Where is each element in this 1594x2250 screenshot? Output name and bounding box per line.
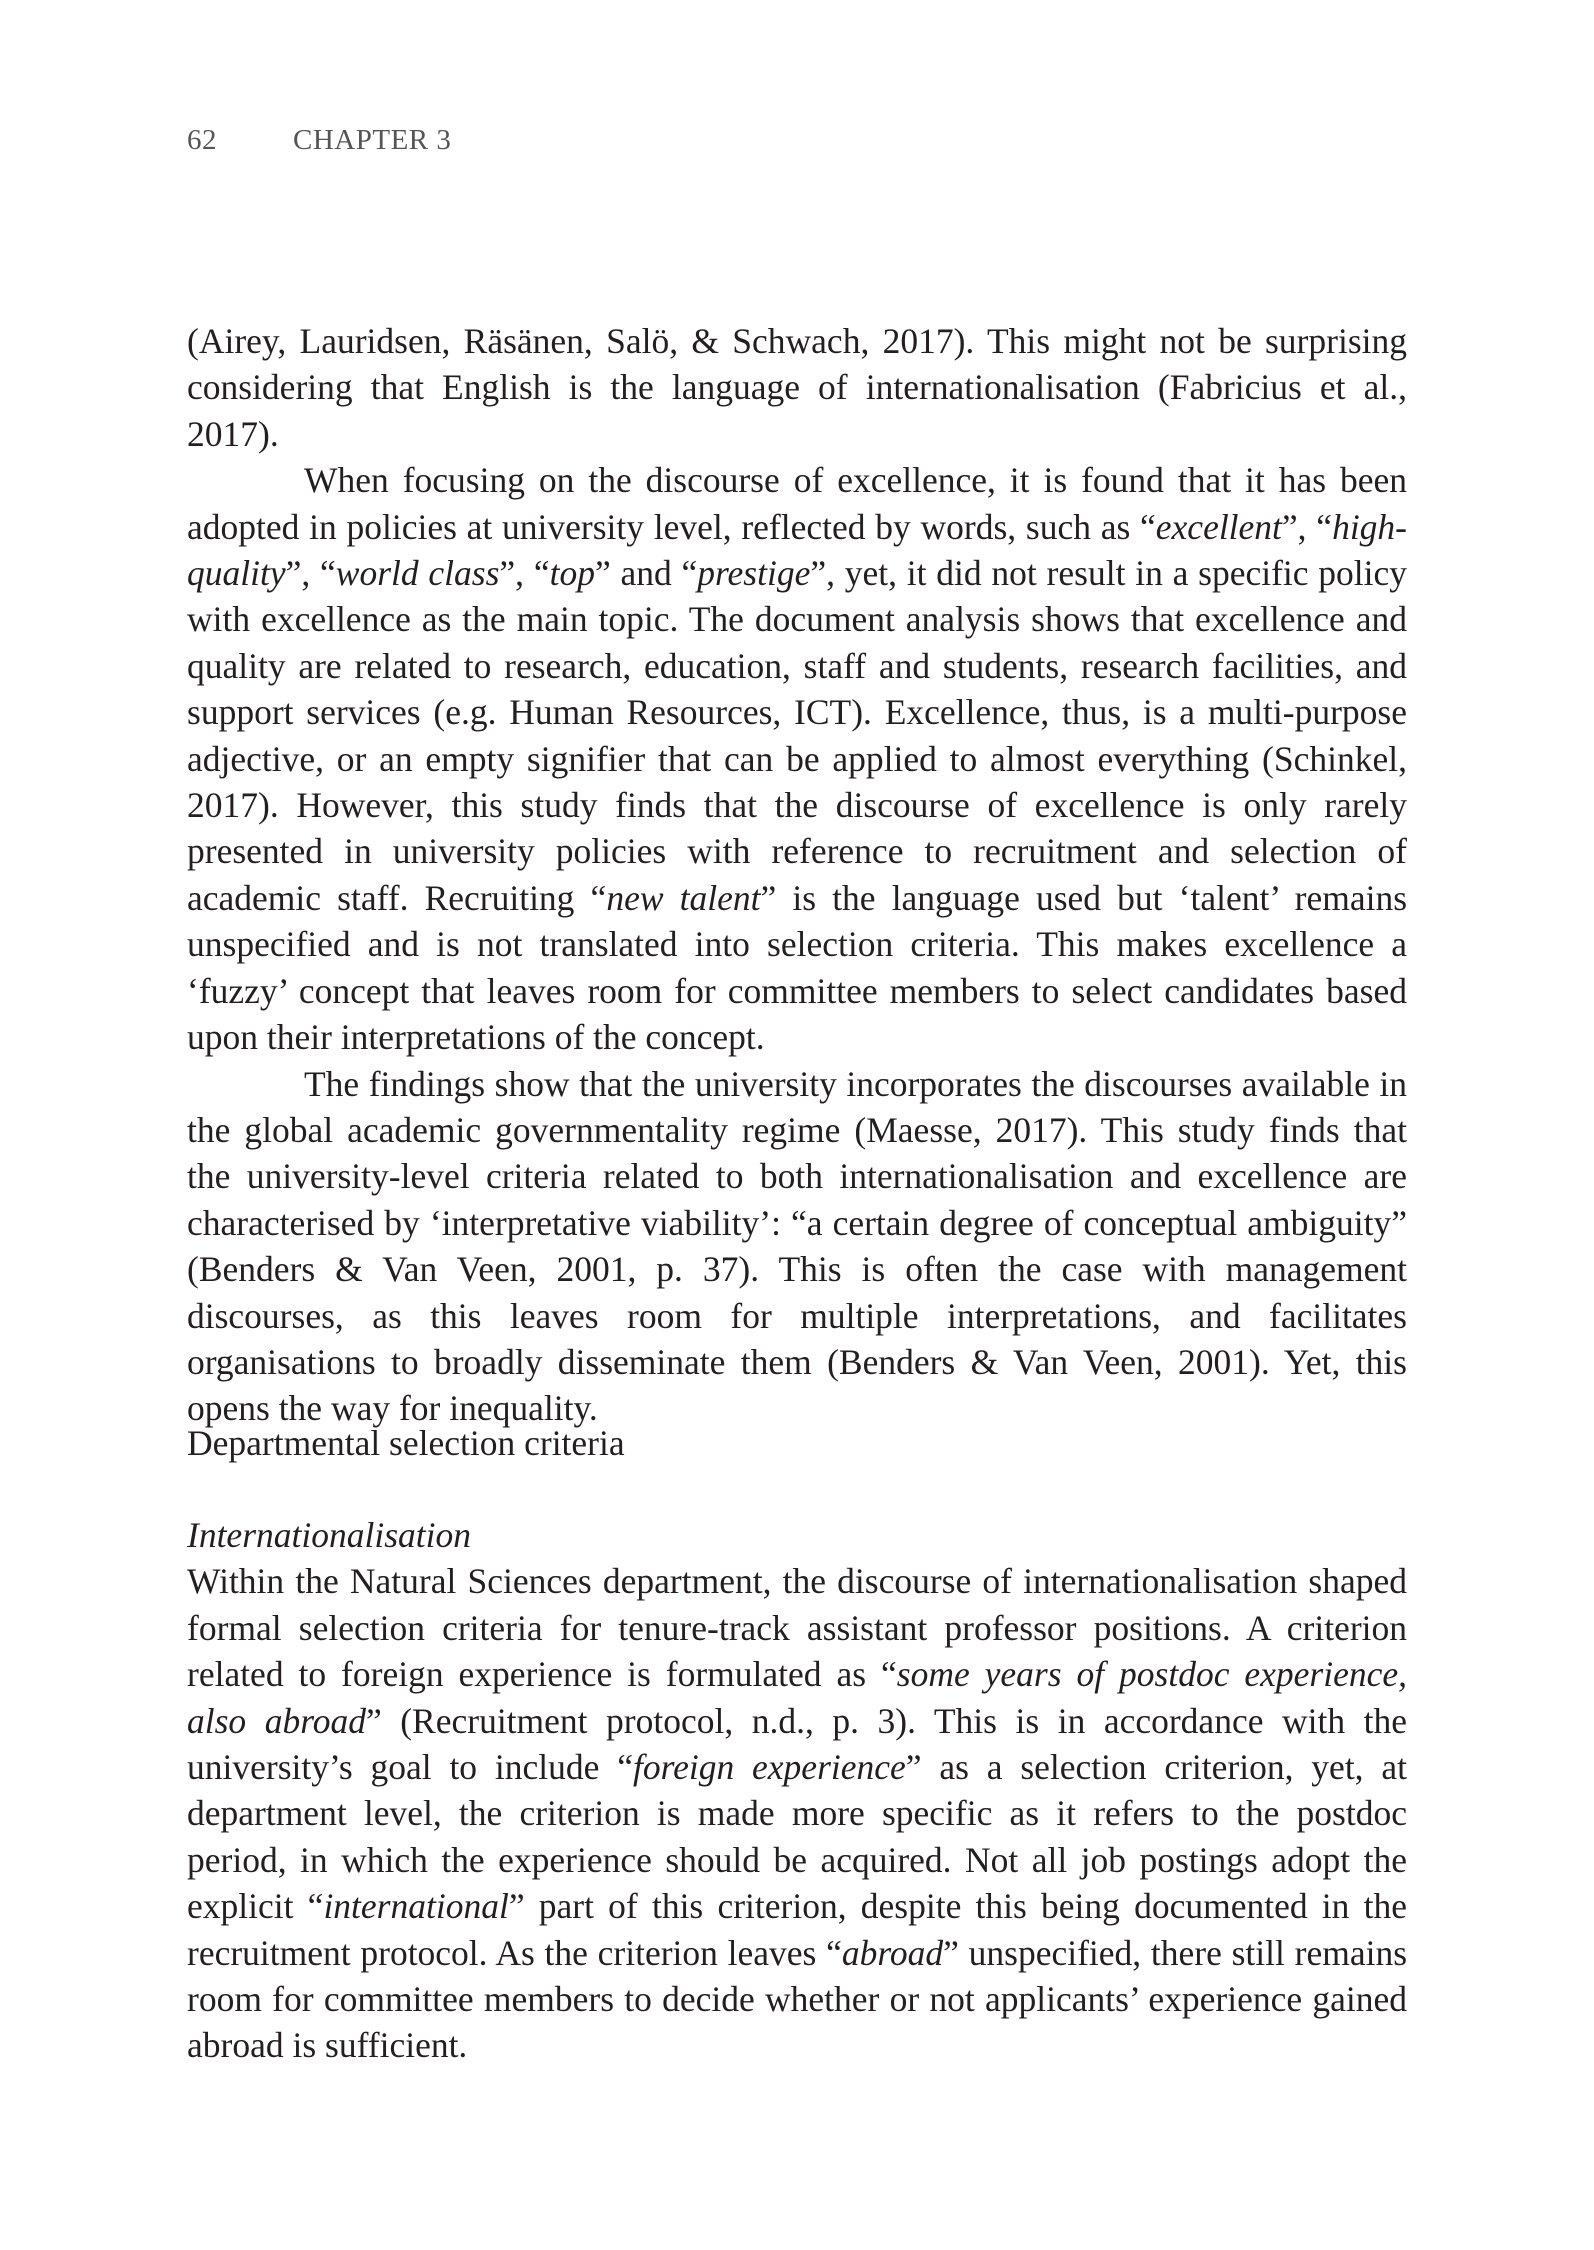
page-number: 62 xyxy=(187,124,217,156)
paragraph: When focusing on the discourse of excellence, it is found that it has been adopted in policies at university level, reflected by words, such as “excellent”, “high-quality”, “world class”, “top” and “prestige”, yet, it did not result in a specific policy with excellence as the main topic. The document analysis shows that excellence and quality are related to research, education, staff and students, research facilities, and support services (e.g. Human Resources, ICT). Excellence, thus, is a multi-purpose adjective, or an empty signifier that can be applied to almost everything (Schinkel, 2017). However, this study finds that the discourse of excellence is only rarely presented in university policies with reference to recruitment and selection of academic staff. Recruiting “new talent” is the language used but ‘talent’ remains unspecified and is not translated into selection criteria. This makes excellence a ‘fuzzy’ concept that leaves room for committee members to select candidates based upon their interpretations of the concept. xyxy=(187,460,1408,1058)
paragraph: Within the Natural Sciences department, the discourse of internationalisation shaped formal selection criteria for tenure-track assistant professor positions. A criterion related to foreign experience is formulated as “some years of postdoc experience, also abroad” (Recruitment protocol, n.d., p. 3). This is in accordance with the university’s goal to include “foreign experience” as a selection criterion, yet, at department level, the criterion is made more specific as it refers to the postdoc period, in which the experience should be acquired. Not all job postings adopt the explicit “international” part of this criterion, despite this being documented in the recruitment protocol. As the criterion leaves “abroad” unspecified, there still remains room for committee members to decide whether or not applicants’ experience gained abroad is sufficient. xyxy=(187,1561,1408,2066)
italic-phrase: international xyxy=(323,1886,509,1927)
chapter-label: CHAPTER 3 xyxy=(293,124,452,156)
running-head xyxy=(187,124,451,157)
italic-phrase: excellent xyxy=(1155,506,1282,547)
italic-phrase: some years of postdoc experience, also abroad xyxy=(187,1654,1407,1741)
body-text-lower xyxy=(187,1512,1407,2069)
italic-phrase: foreign experience xyxy=(632,1747,906,1788)
section-heading: Departmental selection criteria xyxy=(187,1423,625,1463)
body-text-upper xyxy=(187,318,1407,1432)
paragraph: The findings show that the university incorporates the discourses available in the global academic governmentality regime (Maesse, 2017). This study finds that the university-level criteria related to both internationalisation and excellence are characterised by ‘interpretative viability’: “a certain degree of conceptual ambiguity” (Benders & Van Veen, 2001, p. 37). This is often the case with management discourses, as this leaves room for multiple interpretations, and facilitates organisations to broadly disseminate them (Benders & Van Veen, 2001). Yet, this opens the way for inequality. xyxy=(187,1063,1407,1429)
italic-phrase: abroad xyxy=(841,1932,944,1973)
italic-phrase: world class xyxy=(335,553,500,594)
italic-phrase: top xyxy=(549,553,595,594)
italic-phrase: new talent xyxy=(606,877,761,918)
italic-phrase: prestige xyxy=(697,553,811,594)
italic-phrase: high-quality xyxy=(187,506,1407,594)
subsection-heading: Internationalisation xyxy=(187,1515,471,1555)
paragraph: (Airey, Lauridsen, Räsänen, Salö, & Schwach, 2017). This might not be surprising considering that English is the language of internationalisation (Fabricius et al., 2017). xyxy=(187,321,1407,454)
